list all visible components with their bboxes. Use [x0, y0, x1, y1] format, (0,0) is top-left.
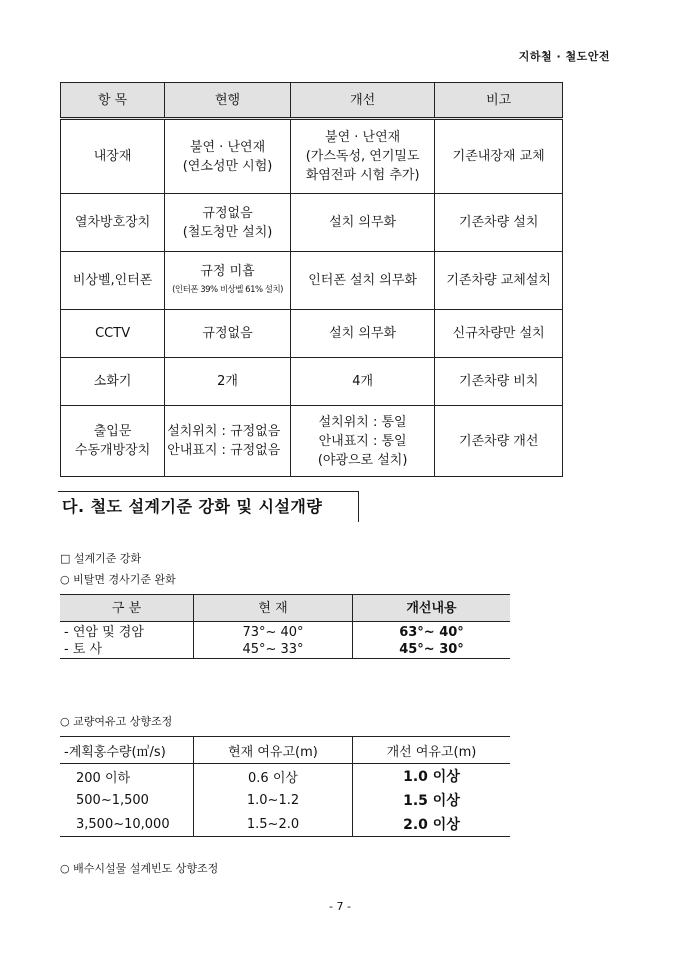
cell-line: 화염전파 시험 추가): [305, 168, 420, 183]
table-row: [61, 406, 563, 477]
row-item: CCTV: [61, 310, 165, 358]
row-item: 비상벨,인터폰: [61, 252, 165, 310]
row-note: 기존차량 교체설치: [435, 252, 563, 310]
cell-line: 안내표지 : 규정없음: [167, 443, 281, 458]
row-note: 기존차량 비치: [435, 358, 563, 406]
header-category: 구 분: [60, 595, 194, 622]
row-flow: 200 이하: [76, 770, 131, 786]
bullet-slope: ○ 비탈면 경사기준 완화: [60, 573, 176, 586]
row-current: 45°~ 33°: [194, 641, 353, 659]
running-header: 지하철 · 철도안전: [518, 50, 610, 63]
table-row: [61, 252, 563, 310]
row-improved: 1.5 이상: [353, 788, 511, 812]
header-note: 비고: [435, 83, 563, 119]
row-improved: [290, 406, 434, 477]
table-row: [61, 194, 563, 252]
row-label: - 토 사: [60, 641, 194, 659]
table-row: [60, 641, 510, 659]
page-number: - 7 -: [329, 900, 351, 913]
slope-table: [60, 594, 510, 659]
bullet-drainage: ○ 배수시설물 설계빈도 상향조정: [60, 862, 219, 875]
cell-line: 출입문: [93, 424, 132, 439]
row-current: 2개: [165, 358, 291, 406]
row-improved: 설치 의무화: [290, 310, 434, 358]
row-note: 기존차량 개선: [435, 406, 563, 477]
cell-line: (연소성만 시험): [182, 158, 273, 174]
cell-line: (야광으로 설치): [317, 452, 408, 468]
bridge-clearance-table: [60, 736, 510, 837]
cell-line: 불연 · 난연재: [325, 130, 401, 145]
cell-line: 안내표지 : 통일: [318, 433, 407, 449]
table-row: [60, 764, 510, 789]
row-label: - 연암 및 경암: [64, 625, 144, 640]
row-current: [165, 252, 291, 310]
table-header-row: [61, 83, 563, 119]
subsection-heading: □ 설계기준 강화: [60, 552, 142, 565]
row-current: [165, 194, 291, 252]
section-title: 다. 철도 설계기준 강화 및 시설개량: [58, 491, 359, 522]
cell-line: 설치위치 : 규정없음: [167, 424, 281, 439]
header-current: 현행: [165, 83, 291, 119]
header-improved: 개선 여유고(m): [353, 737, 511, 764]
row-improved: 2.0 이상: [353, 812, 511, 837]
header-item: 항 목: [61, 83, 165, 119]
header-current: 현 재: [194, 595, 353, 622]
table-row: [60, 622, 510, 642]
cell-line: (인터폰 39% 비상벨 61% 설치): [172, 284, 283, 295]
safety-comparison-table: [60, 82, 563, 477]
cell-line: 설치위치 : 통일: [318, 414, 407, 430]
cell-line: 규정없음: [202, 205, 253, 221]
table-row: [60, 788, 510, 812]
table-row: [60, 812, 510, 837]
row-current: 73°~ 40°: [194, 622, 353, 642]
cell-line: 규정 미흡: [200, 263, 255, 279]
row-improved: 4개: [290, 358, 434, 406]
row-note: 기존내장재 교체: [435, 119, 563, 194]
row-improved: [290, 119, 434, 194]
row-current: 1.5~2.0: [194, 812, 353, 837]
row-improved: 1.0 이상: [353, 764, 511, 789]
row-flow: 3,500~10,000: [60, 812, 194, 837]
table-row: [61, 358, 563, 406]
header-current: 현재 여유고(m): [194, 737, 353, 764]
row-item: 열차방호장치: [61, 194, 165, 252]
header-improved: 개선: [290, 83, 434, 119]
row-current: 규정없음: [165, 310, 291, 358]
cell-line: (가스독성, 연기밀도: [305, 149, 420, 164]
header-flow: -계획홍수량(㎥/s): [60, 737, 194, 764]
table-header-row: [60, 595, 510, 622]
row-improved: 63°~ 40°: [353, 622, 511, 642]
row-improved: 45°~ 30°: [353, 641, 511, 659]
table-row: [61, 310, 563, 358]
row-current: [165, 406, 291, 477]
table-row: [61, 119, 563, 194]
row-note: 기존차량 설치: [435, 194, 563, 252]
row-note: 신규차량만 설치: [435, 310, 563, 358]
header-improved: 개선내용: [353, 595, 511, 622]
row-item: 소화기: [61, 358, 165, 406]
row-current: 1.0~1.2: [194, 788, 353, 812]
cell-line: (철도청만 설치): [182, 224, 273, 240]
table-header-row: [60, 737, 510, 764]
row-item: 내장재: [61, 119, 165, 194]
bullet-bridge: ○ 교량여유고 상향조정: [60, 715, 173, 728]
row-current: 0.6 이상: [194, 764, 353, 789]
cell-line: 수동개방장치: [74, 443, 151, 458]
row-flow: 500~1,500: [76, 792, 149, 808]
row-item: [61, 406, 165, 477]
cell-line: 불연 · 난연재: [189, 139, 266, 155]
row-improved: 인터폰 설치 의무화: [290, 252, 434, 310]
row-improved: 설치 의무화: [290, 194, 434, 252]
row-current: [165, 119, 291, 194]
